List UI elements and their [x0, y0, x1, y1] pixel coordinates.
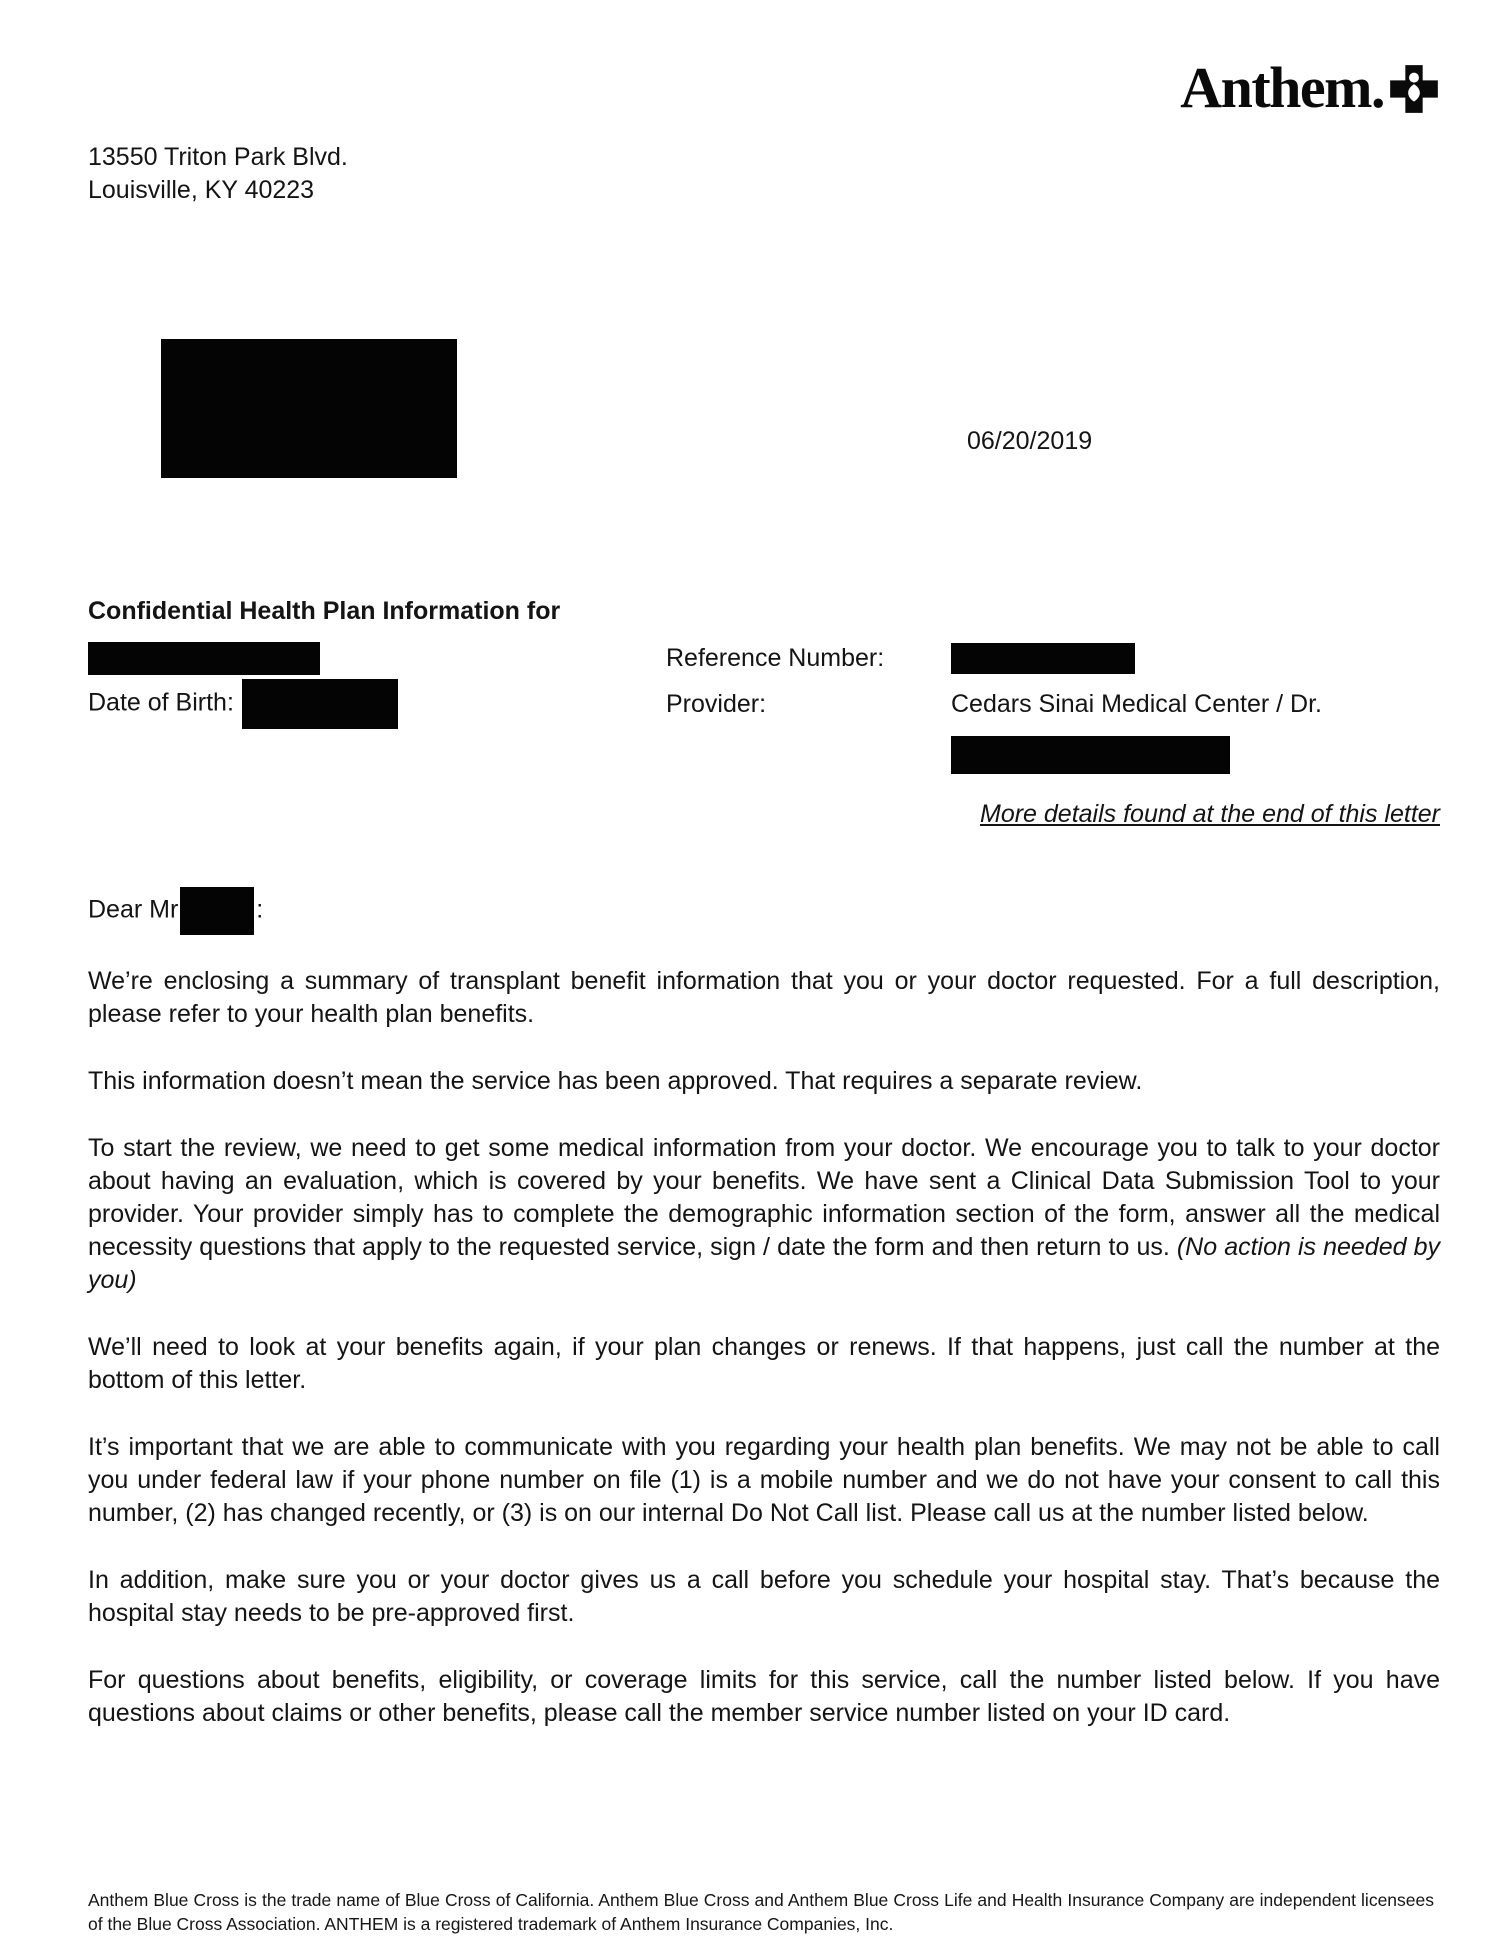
provider-redaction-cell: [951, 730, 1440, 774]
redacted-member-name: [88, 642, 320, 675]
anthem-logo: [88, 0, 1440, 120]
paragraph-questions: For questions about benefits, eligibility, or coverage limits for this service, call the number listed below. If you have questions about claims or other benefits, please call the member service number listed on your ID card.: [88, 1666, 1440, 1728]
paragraph-benefits-again: We’ll need to look at your benefits again, if your plan changes or renews. If that happens, just call the number at the bottom of this letter.: [88, 1333, 1440, 1395]
sender-address: [88, 141, 1440, 207]
footer-disclaimer: Anthem Blue Cross is the trade name of Blue Cross of California. Anthem Blue Cross and Anthem Blue Cross Life and Health Insurance Company are independent licensees of the Blue Cross Association. ANTHEM is a registered trademark of Anthem Insurance Companies, Inc.: [88, 1889, 1434, 1934]
salutation: [88, 887, 1440, 935]
sender-address-line2: Louisville, KY 40223: [88, 176, 315, 205]
redacted-provider-name: [951, 736, 1230, 774]
info-row-dob-provider: [88, 678, 1440, 730]
sender-address-line1: 13550 Triton Park Blvd.: [88, 143, 348, 172]
letter-body: [88, 965, 1440, 1730]
recipient-row: [88, 339, 1440, 479]
member-name-cell: [88, 642, 666, 675]
info-row-provider-redaction: [88, 730, 1440, 774]
paragraph-start-review-main: To start the review, we need to get some medical information from your doctor. We encourage you to talk to your doctor about having an evaluation, which is covered by your benefits. We have sent a Clinical Data Submission Tool to your provider. Your provider simply has to complete the demographic information section of the form, answer all the medical necessity questions that apply to the requested service, sign / date the form and then return to us.: [88, 1134, 1440, 1262]
redacted-dob: [242, 679, 398, 729]
paragraph-start-review-note: (No action is needed by you): [88, 1233, 1440, 1295]
dob-cell: [88, 679, 666, 729]
paragraph-communication: It’s important that we are able to communicate with you regarding your health plan benefits. We may not be able to call you under federal law if your phone number on file (1) is a mobile number and we do not have your consent to call this number, (2) has changed recently, or (3) is on our internal Do Not Call list. Please call us at the number listed below.: [88, 1433, 1440, 1528]
paragraph-not-approved: This information doesn’t mean the service has been approved. That requires a separate review.: [88, 1067, 1143, 1096]
confidential-heading: Confidential Health Plan Information for: [88, 597, 561, 626]
provider-value: Cedars Sinai Medical Center / Dr.: [951, 689, 1322, 718]
info-row-name-reference: [88, 638, 1440, 678]
anthem-logo-text: Anthem.: [1180, 55, 1384, 120]
letter-date: 06/20/2019: [967, 427, 1093, 456]
dob-label: Date of Birth:: [88, 688, 234, 717]
redacted-salutation-name: [180, 887, 254, 935]
plan-info-section: [88, 638, 1440, 774]
reference-number-label: Reference Number:: [666, 643, 885, 672]
salutation-prefix: Dear Mr: [88, 895, 179, 924]
more-details-note: More details found at the end of this letter: [980, 800, 1440, 829]
blue-cross-icon: [1388, 63, 1440, 115]
redacted-recipient-address: [161, 339, 457, 478]
paragraph-enclosing-summary: We’re enclosing a summary of transplant benefit information that you or your doctor requested. For a full description, please refer to your health plan benefits.: [88, 967, 1440, 1029]
salutation-suffix: :: [256, 895, 264, 924]
reference-number-value: [951, 643, 1440, 674]
paragraph-preapproval: In addition, make sure you or your doctor gives us a call before you schedule your hospital stay. That’s because the hospital stay needs to be pre-approved first.: [88, 1566, 1440, 1628]
paragraph-start-review: [88, 1132, 1440, 1297]
redacted-reference-number: [951, 643, 1135, 674]
provider-label: Provider:: [666, 689, 767, 718]
